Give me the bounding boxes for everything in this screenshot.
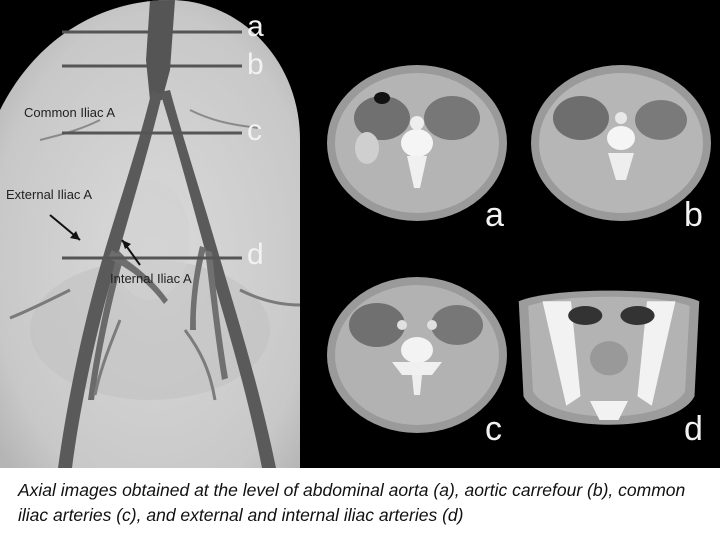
figure-caption: Axial images obtained at the level of abdominal aorta (a), aortic carrefour (b), common iliac arteries (c), and external and internal iliac arteries (d) [18, 480, 686, 525]
reference-line-c-label: c [247, 114, 262, 147]
reference-line-d-label: d [247, 238, 264, 271]
internal-iliac-label: Internal Iliac A [110, 271, 192, 286]
ct-panel-d-image [514, 258, 704, 468]
ct-panel-a-letter: a [485, 196, 504, 234]
ct-panel-b-letter: b [684, 196, 703, 234]
reference-line-a-label: a [247, 10, 264, 43]
ct-panel-d-letter: d [684, 410, 703, 448]
caption-box [0, 468, 720, 540]
common-iliac-label: Common Iliac A [24, 105, 116, 120]
external-iliac-label: External Iliac A [6, 187, 92, 202]
ct-panel-c-letter: c [485, 410, 502, 448]
reference-line-b-label: b [247, 48, 264, 81]
ct-panel-a-image [322, 38, 512, 248]
ct-panel-c-image [322, 250, 512, 460]
